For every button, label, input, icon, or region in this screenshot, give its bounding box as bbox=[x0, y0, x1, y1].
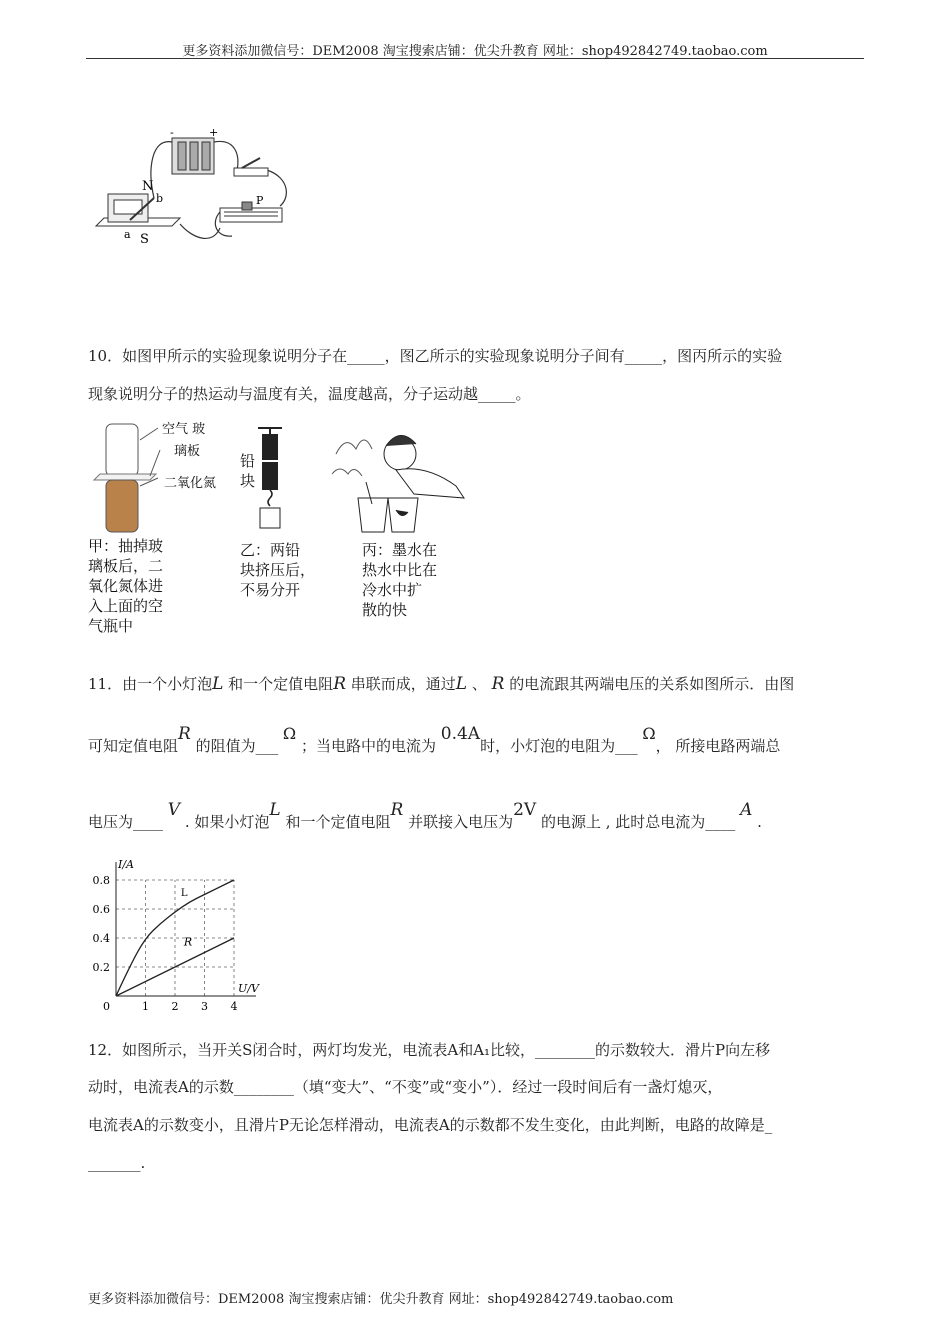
q10-line1: 10．如图甲所示的实验现象说明分子在_____，图乙所示的实验现象说明分子间有_____，图丙所示的实验 bbox=[88, 347, 783, 365]
rod-b-label: b bbox=[156, 192, 164, 205]
y-axis-label: I/A bbox=[118, 858, 134, 871]
battery-minus-label: - bbox=[170, 128, 174, 139]
q12-line4: _______. bbox=[88, 1154, 146, 1172]
x-tick-label: 1 bbox=[142, 1000, 149, 1013]
figure-bing bbox=[326, 424, 471, 536]
wire bbox=[214, 141, 238, 170]
label-air-glass-1: 空气 玻 bbox=[162, 422, 206, 437]
wire bbox=[267, 170, 286, 206]
no2-bottle bbox=[106, 480, 138, 532]
rod-a-label: a bbox=[124, 228, 131, 241]
y-tick-label: 0.6 bbox=[92, 903, 110, 916]
lead-block-bottom bbox=[262, 462, 278, 490]
beaker-hot bbox=[358, 498, 388, 532]
x-tick-label: 4 bbox=[230, 1000, 238, 1013]
y-tick-label: 0.4 bbox=[92, 932, 110, 945]
caption-jia: 甲：抽掉玻 璃板后，二 氧化氮体进 入上面的空 气瓶中 bbox=[88, 537, 164, 635]
x-tick-label: 2 bbox=[171, 1000, 179, 1013]
q11-line2: 可知定值电阻R 的阻值为___ Ω ；当电路中的电流为 0.4A时，小灯泡的电阻为___ Ω， 所接电路两端总 bbox=[88, 724, 781, 755]
x-axis-label: U/V bbox=[238, 982, 259, 995]
slider-label: P bbox=[256, 194, 264, 207]
series-label-R: R bbox=[183, 935, 193, 949]
x-tick-label: 3 bbox=[201, 1000, 208, 1013]
y-tick-label: 0.2 bbox=[92, 961, 110, 974]
page-footer: 更多资料添加微信号：DEM2008 淘宝搜索店铺：优尖升教育 网址：shop492842749.taobao.com bbox=[88, 1292, 674, 1307]
label-no2: 二氧化氮 bbox=[164, 476, 217, 491]
child-body bbox=[396, 469, 464, 498]
label-lead-2: 块 bbox=[240, 472, 256, 490]
glass-plate bbox=[94, 474, 156, 480]
q12-line2: 动时，电流表A的示数________（填“变大”、“不变”或“变小”）．经过一段时间后有一盏灯熄灭， bbox=[88, 1078, 723, 1096]
q11-line1: 11．由一个小灯泡L 和一个定值电阻R 串联而成，通过L 、 R 的电流跟其两端电压的关系如图所示．由图 bbox=[88, 674, 795, 694]
wire bbox=[180, 224, 220, 238]
chart-grid bbox=[116, 880, 234, 996]
switch bbox=[234, 168, 268, 176]
battery-plus-label: + bbox=[209, 128, 219, 139]
chart-labels bbox=[93, 858, 260, 1013]
label-lead-1: 铅 bbox=[240, 452, 256, 470]
caption-yi: 乙：两铅 块挤压后， 不易分开 bbox=[240, 541, 316, 599]
lead-block-top bbox=[262, 434, 278, 460]
q11-line3: 电压为____ V . 如果小灯泡L 和一个定值电阻R 并联接入电压为2V 的电源上 , 此时总电流为____ A . bbox=[88, 800, 762, 831]
air-bottle bbox=[106, 424, 138, 476]
q10-line2: 现象说明分子的热运动与温度有关，温度越高，分子运动越_____。 bbox=[88, 385, 531, 403]
chart-axes bbox=[116, 862, 256, 996]
series-label-L: L bbox=[180, 887, 188, 899]
label-air-glass-2: 璃板 bbox=[174, 444, 201, 459]
y-tick-label: 0.8 bbox=[92, 874, 110, 887]
caption-bing: 丙：墨水在 热水中比在 冷水中扩 散的快 bbox=[362, 541, 438, 619]
q12-line1: 12．如图所示，当开关S闭合时，两灯均发光，电流表A和A₁比较，________的示数较大．滑片P向左移 bbox=[88, 1041, 771, 1059]
magnet-s-label: S bbox=[140, 232, 149, 246]
origin-label: 0 bbox=[103, 1000, 110, 1013]
header-divider bbox=[86, 58, 864, 59]
circuit-figure bbox=[92, 128, 292, 246]
weight bbox=[260, 508, 280, 528]
magnet-n-label: N bbox=[142, 179, 154, 194]
wire bbox=[151, 142, 172, 198]
q12-line3: 电流表A的示数变小，且滑片P无论怎样滑动，电流表A的示数都不发生变化，由此判断，电路的故障是_ bbox=[88, 1116, 773, 1134]
page-header: 更多资料添加微信号：DEM2008 淘宝搜索店铺：优尖升教育 网址：shop492842749.taobao.com bbox=[182, 44, 768, 59]
iu-chart bbox=[84, 856, 264, 1016]
